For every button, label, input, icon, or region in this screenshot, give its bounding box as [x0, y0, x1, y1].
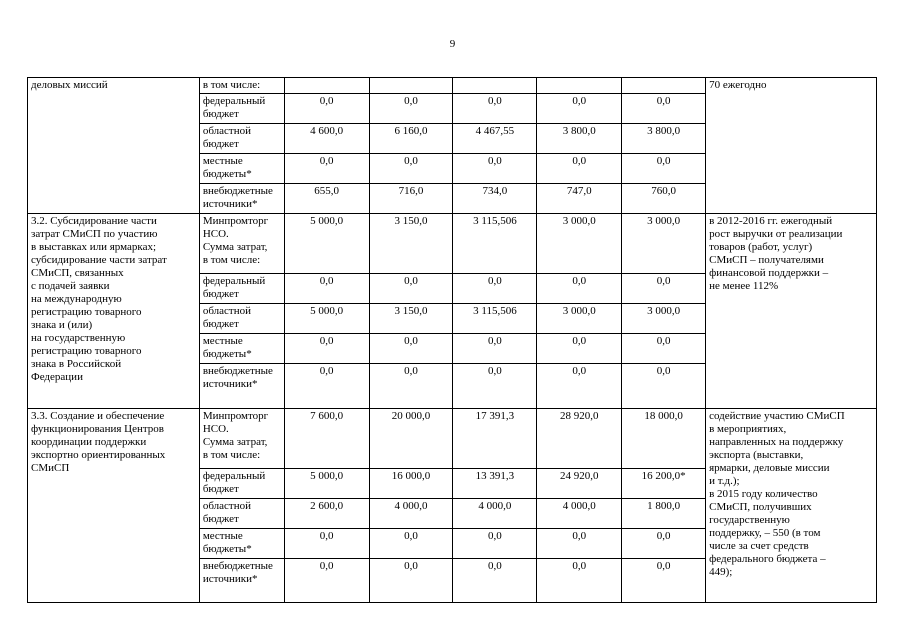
amount-cell: 0,0 [453, 274, 537, 304]
amount-cell: 0,0 [284, 529, 369, 559]
amount-cell [369, 78, 453, 94]
amount-cell: 7 600,0 [284, 409, 369, 469]
table-row [28, 409, 877, 469]
funding-source-label: областной бюджет [199, 304, 284, 334]
amount-cell: 0,0 [284, 154, 369, 184]
funding-source-label: внебюджетные источники* [199, 364, 284, 409]
amount-cell: 28 920,0 [537, 409, 622, 469]
amount-cell: 0,0 [622, 364, 706, 409]
expected-result: в 2012-2016 гг. ежегодный рост выручки от реализации товаров (работ, услуг) СМиСП – получателями финансовой поддержки – не менее 112% [706, 214, 877, 409]
amount-cell: 3 150,0 [369, 304, 453, 334]
amount-cell: 4 000,0 [537, 499, 622, 529]
funding-source-label: федеральный бюджет [199, 469, 284, 499]
funding-source-label: внебюджетные источники* [199, 184, 284, 214]
amount-cell: 0,0 [284, 334, 369, 364]
amount-cell: 3 000,0 [537, 214, 622, 274]
amount-cell: 0,0 [537, 274, 622, 304]
expected-result: 70 ежегодно [706, 78, 877, 214]
amount-cell: 4 000,0 [453, 499, 537, 529]
amount-cell: 0,0 [537, 559, 622, 603]
funding-source-label: в том числе: [199, 78, 284, 94]
amount-cell: 17 391,3 [453, 409, 537, 469]
amount-cell [284, 78, 369, 94]
amount-cell: 0,0 [453, 364, 537, 409]
funding-source-label: местные бюджеты* [199, 334, 284, 364]
amount-cell: 3 115,506 [453, 214, 537, 274]
amount-cell: 0,0 [537, 334, 622, 364]
amount-cell: 0,0 [622, 529, 706, 559]
amount-cell: 0,0 [537, 529, 622, 559]
amount-cell: 0,0 [369, 94, 453, 124]
funding-source-label: Минпромторг НСО. Сумма затрат, в том числе: [199, 214, 284, 274]
funding-source-label: Минпромторг НСО. Сумма затрат, в том числе: [199, 409, 284, 469]
amount-cell: 0,0 [284, 364, 369, 409]
amount-cell [622, 78, 706, 94]
amount-cell: 0,0 [537, 154, 622, 184]
amount-cell: 4 467,55 [453, 124, 537, 154]
funding-source-label: внебюджетные источники* [199, 559, 284, 603]
amount-cell: 0,0 [369, 529, 453, 559]
amount-cell: 4 000,0 [369, 499, 453, 529]
amount-cell: 0,0 [369, 364, 453, 409]
amount-cell: 5 000,0 [284, 214, 369, 274]
amount-cell: 5 000,0 [284, 304, 369, 334]
table-body [28, 78, 877, 603]
amount-cell: 655,0 [284, 184, 369, 214]
amount-cell: 3 150,0 [369, 214, 453, 274]
amount-cell: 716,0 [369, 184, 453, 214]
page-number: 9 [449, 38, 456, 50]
amount-cell: 0,0 [369, 334, 453, 364]
amount-cell: 13 391,3 [453, 469, 537, 499]
amount-cell: 0,0 [284, 559, 369, 603]
amount-cell [453, 78, 537, 94]
amount-cell: 24 920,0 [537, 469, 622, 499]
amount-cell: 20 000,0 [369, 409, 453, 469]
amount-cell: 0,0 [622, 559, 706, 603]
amount-cell: 16 200,0* [622, 469, 706, 499]
amount-cell: 0,0 [284, 274, 369, 304]
funding-source-label: местные бюджеты* [199, 154, 284, 184]
amount-cell: 5 000,0 [284, 469, 369, 499]
amount-cell: 0,0 [537, 94, 622, 124]
amount-cell: 0,0 [453, 529, 537, 559]
amount-cell: 16 000,0 [369, 469, 453, 499]
amount-cell: 3 000,0 [622, 304, 706, 334]
amount-cell: 747,0 [537, 184, 622, 214]
activity-name: деловых миссий [28, 78, 200, 214]
amount-cell: 0,0 [622, 334, 706, 364]
amount-cell: 1 800,0 [622, 499, 706, 529]
funding-source-label: федеральный бюджет [199, 94, 284, 124]
amount-cell: 0,0 [284, 94, 369, 124]
amount-cell: 0,0 [453, 559, 537, 603]
amount-cell: 0,0 [369, 154, 453, 184]
amount-cell: 0,0 [622, 154, 706, 184]
amount-cell: 3 115,506 [453, 304, 537, 334]
amount-cell: 0,0 [453, 94, 537, 124]
funding-source-label: местные бюджеты* [199, 529, 284, 559]
funding-source-label: федеральный бюджет [199, 274, 284, 304]
amount-cell: 3 800,0 [622, 124, 706, 154]
amount-cell: 0,0 [369, 559, 453, 603]
amount-cell: 0,0 [369, 274, 453, 304]
amount-cell: 3 800,0 [537, 124, 622, 154]
funding-source-label: областной бюджет [199, 499, 284, 529]
amount-cell [537, 78, 622, 94]
amount-cell: 6 160,0 [369, 124, 453, 154]
table-row [28, 78, 877, 94]
amount-cell: 18 000,0 [622, 409, 706, 469]
amount-cell: 0,0 [622, 274, 706, 304]
amount-cell: 0,0 [537, 364, 622, 409]
amount-cell: 0,0 [453, 154, 537, 184]
amount-cell: 0,0 [622, 94, 706, 124]
amount-cell: 760,0 [622, 184, 706, 214]
amount-cell: 2 600,0 [284, 499, 369, 529]
expected-result: содействие участию СМиСП в мероприятиях, направленных на поддержку экспорта (выставки, ярмарки, деловые миссии и т.д.); в 2015 году количество СМиСП, получивших государственную поддержку, – 550 (в том числе за счет средств федерального бюджета – 449); [706, 409, 877, 603]
amount-cell: 3 000,0 [537, 304, 622, 334]
activity-name: 3.3. Создание и обеспечение функционирования Центров координации поддержки экспортно ориентированных СМиСП [28, 409, 200, 603]
amount-cell: 3 000,0 [622, 214, 706, 274]
program-table [27, 77, 877, 603]
activity-name: 3.2. Субсидирование части затрат СМиСП по участию в выставках или ярмарках; субсидирование части затрат СМиСП, связанных с подачей заявки на международную регистрацию товарного знака и (или) на государственную регистрацию товарного знака в Российской Федерации [28, 214, 200, 409]
amount-cell: 4 600,0 [284, 124, 369, 154]
amount-cell: 0,0 [453, 334, 537, 364]
table-row [28, 214, 877, 274]
amount-cell: 734,0 [453, 184, 537, 214]
funding-source-label: областной бюджет [199, 124, 284, 154]
